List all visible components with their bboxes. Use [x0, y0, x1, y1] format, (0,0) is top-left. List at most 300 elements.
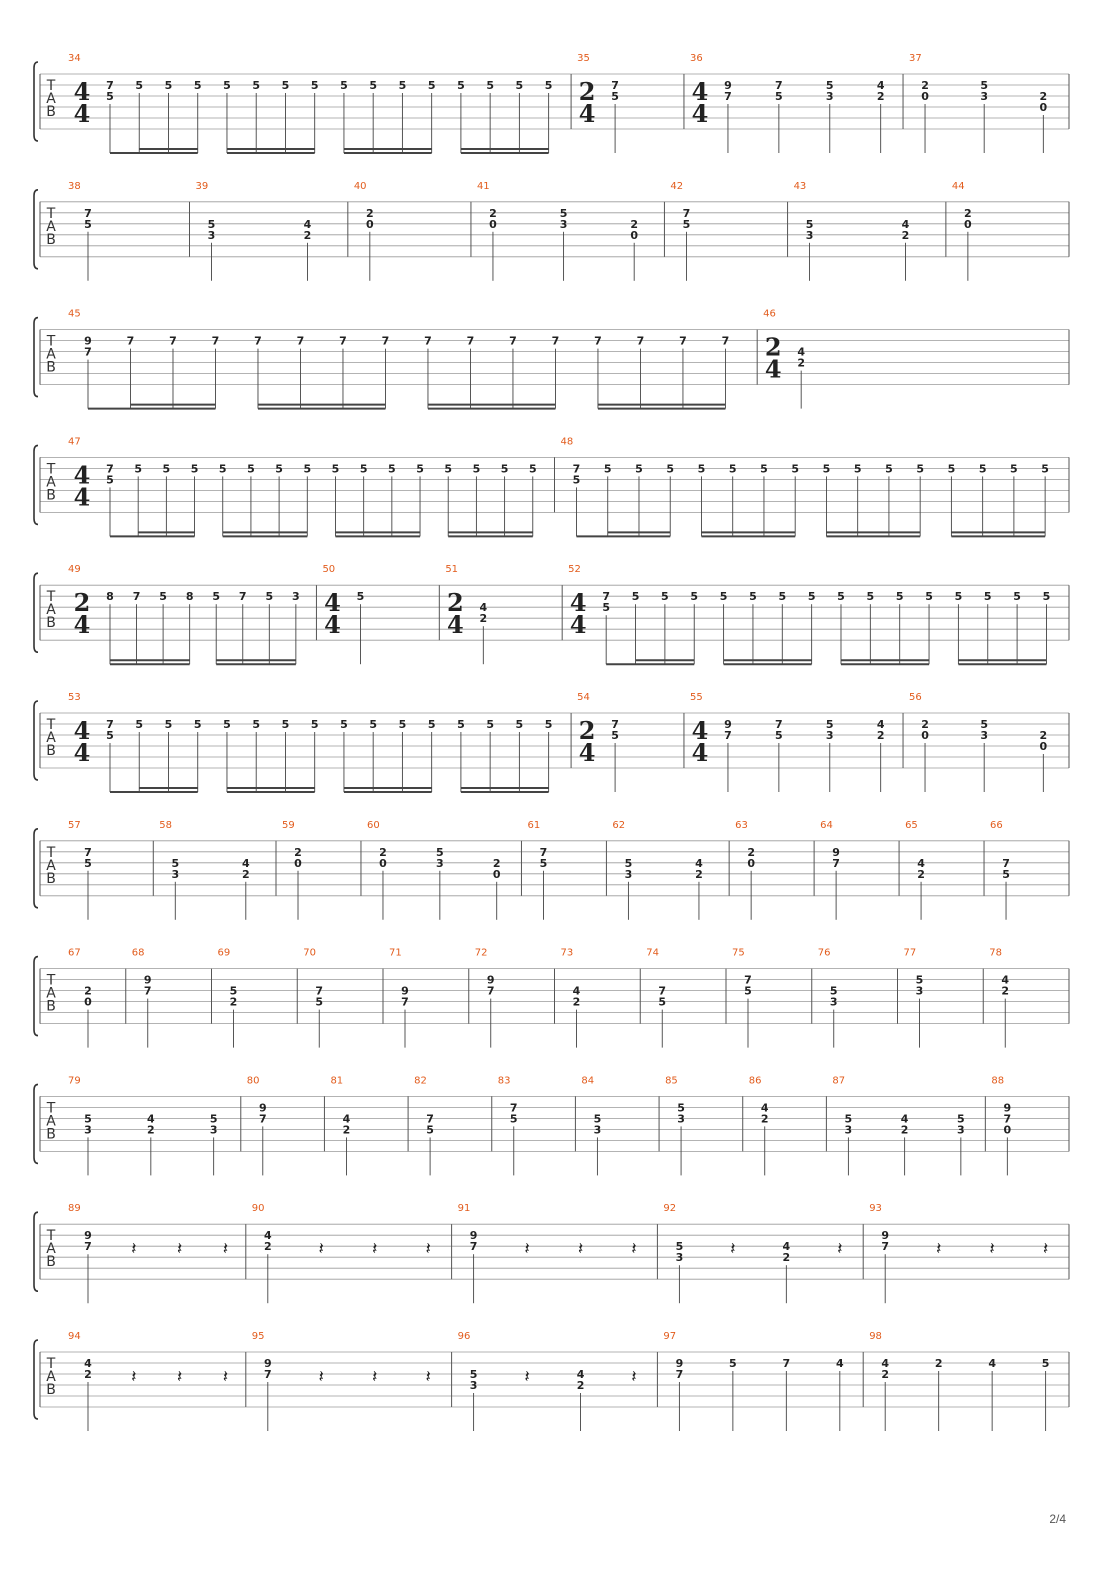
fret-number: 5 [388, 462, 396, 476]
quarter-rest: 𝄽 [524, 1367, 530, 1387]
fret-number: 7 [679, 334, 687, 348]
measure-number: 73 [560, 947, 574, 959]
quarter-rest: 𝄽 [425, 1239, 431, 1260]
fret-number: 5 [223, 718, 231, 731]
system-bracket [34, 1340, 38, 1419]
system-bracket [34, 445, 38, 524]
fret-number: 5 [515, 718, 524, 731]
quarter-rest: 𝄽 [372, 1367, 378, 1387]
fret-number: 0 [492, 867, 501, 881]
fret-number: 5 [697, 462, 706, 476]
fret-number: 5 [778, 590, 787, 604]
fret-number: 5 [212, 590, 221, 604]
fret-number: 5 [444, 462, 453, 476]
fret-number: 5 [805, 217, 814, 231]
time-signature-denominator: 4 [578, 99, 596, 128]
fret-number: 7 [84, 345, 92, 359]
measure-number: 54 [577, 692, 590, 703]
measure-number: 52 [568, 564, 581, 576]
fret-number: 5 [356, 590, 365, 604]
fret-number: 5 [775, 90, 783, 103]
measure-number: 62 [612, 819, 626, 831]
fret-number: 7 [881, 1240, 890, 1254]
fret-number: 2 [342, 1123, 351, 1137]
fret-number: 9 [401, 984, 409, 998]
fret-number: 5 [658, 995, 667, 1009]
fret-number: 5 [829, 984, 838, 998]
fret-number: 5 [218, 462, 227, 476]
tab-clef-letter: B [46, 870, 56, 887]
fret-number: 5 [947, 462, 956, 476]
fret-number: 5 [602, 601, 611, 615]
fret-number: 3 [436, 856, 444, 870]
fret-number: 5 [749, 590, 757, 604]
fret-number: 2 [263, 1240, 272, 1254]
fret-number: 3 [980, 729, 989, 742]
tab-clef-letter: B [46, 1126, 56, 1143]
fret-number: 7 [132, 590, 141, 604]
fret-number: 5 [728, 462, 737, 476]
tab-clef-letter: A [46, 91, 56, 107]
fret-number: 5 [677, 1101, 685, 1115]
fret-number: 2 [747, 845, 755, 859]
fret-number: 5 [457, 79, 465, 92]
fret-number: 3 [957, 1123, 965, 1137]
fret-number: 5 [978, 462, 987, 476]
fret-number: 4 [782, 1240, 791, 1254]
quarter-rest: 𝄽 [1043, 1239, 1049, 1260]
fret-number: 2 [84, 1368, 92, 1381]
measure-number: 39 [195, 180, 209, 192]
fret-number: 5 [134, 462, 143, 476]
fret-number: 5 [853, 462, 862, 476]
measure-number: 77 [903, 947, 917, 959]
fret-number: 3 [84, 1123, 92, 1137]
measure-number: 74 [646, 947, 659, 959]
measure-number: 71 [389, 947, 402, 959]
fret-number: 0 [365, 217, 374, 231]
fret-number: 0 [1003, 1123, 1012, 1137]
fret-number: 2 [797, 356, 806, 370]
fret-number: 5 [369, 718, 378, 731]
measure-number: 85 [665, 1075, 678, 1087]
system-bracket [34, 829, 38, 908]
tab-clef-letter: A [46, 730, 56, 746]
fret-number: 4 [876, 79, 885, 92]
tab-clef-letter: T [46, 972, 56, 989]
fret-number: 5 [539, 856, 548, 870]
fret-number: 9 [258, 1101, 267, 1115]
measure-number: 87 [832, 1075, 846, 1087]
measure-number: 68 [131, 947, 145, 959]
measure-number: 65 [905, 819, 918, 831]
fret-number: 3 [171, 867, 180, 881]
fret-number: 5 [457, 718, 465, 731]
fret-number: 5 [675, 1240, 684, 1254]
fret-number: 7 [466, 334, 475, 348]
fret-number: 5 [209, 1112, 218, 1126]
time-signature-denominator: 4 [691, 738, 709, 767]
fret-number: 2 [576, 1379, 585, 1392]
quarter-rest: 𝄽 [177, 1367, 183, 1387]
measure-number: 90 [251, 1203, 265, 1215]
quarter-rest: 𝄽 [524, 1239, 530, 1260]
fret-number: 5 [84, 856, 92, 870]
fret-number: 5 [427, 79, 436, 92]
fret-number: 7 [84, 206, 92, 220]
measure-number: 55 [689, 692, 703, 703]
tab-clef-letter: A [46, 218, 56, 235]
measure-number: 70 [303, 947, 316, 959]
fret-number: 7 [1003, 1112, 1012, 1126]
page-number: 2/4 [1049, 1512, 1066, 1526]
tab-clef-letter: B [46, 359, 56, 376]
measure-number: 44 [951, 180, 965, 192]
fret-number: 3 [209, 1123, 218, 1137]
fret-number: 5 [957, 1112, 965, 1126]
fret-number: 5 [281, 718, 290, 731]
tab-clef-letter: B [46, 104, 56, 120]
fret-number: 0 [921, 90, 929, 103]
measure-number: 91 [457, 1203, 471, 1215]
fret-number: 3 [292, 590, 300, 604]
fret-number: 7 [84, 1240, 92, 1254]
fret-number: 3 [825, 90, 834, 103]
quarter-rest: 𝄽 [730, 1239, 736, 1260]
measure-number: 72 [474, 947, 488, 959]
fret-number: 5 [193, 79, 202, 92]
fret-number: 2 [84, 984, 92, 998]
fret-number: 5 [572, 473, 581, 487]
time-signature-denominator: 4 [578, 738, 596, 767]
fret-number: 5 [915, 973, 924, 987]
fret-number: 5 [980, 79, 989, 92]
fret-number: 4 [146, 1112, 155, 1126]
time-signature-denominator: 4 [73, 738, 91, 767]
fret-number: 5 [84, 1112, 92, 1126]
fret-number: 7 [572, 462, 581, 476]
fret-number: 5 [416, 462, 424, 476]
time-signature-denominator: 4 [73, 482, 91, 512]
measure-number: 96 [457, 1331, 471, 1342]
fret-number: 5 [866, 590, 875, 604]
fret-number: 9 [832, 845, 840, 859]
measure-number: 51 [445, 564, 459, 576]
fret-number: 7 [339, 334, 347, 348]
fret-number: 5 [635, 462, 643, 476]
tab-clef-letter: T [46, 461, 56, 478]
fret-number: 7 [509, 1101, 518, 1115]
tab-clef-letter: T [46, 589, 56, 606]
measure-number: 79 [68, 1075, 81, 1087]
quarter-rest: 𝄽 [222, 1367, 229, 1387]
measure-number: 75 [732, 947, 745, 959]
fret-number: 7 [106, 718, 114, 731]
time-signature-numerator: 4 [73, 716, 91, 745]
measure-number: 53 [68, 692, 81, 703]
fret-number: 7 [426, 1112, 434, 1126]
fret-number: 2 [630, 217, 639, 231]
fret-number: 0 [294, 856, 302, 870]
measure-number: 92 [663, 1203, 677, 1215]
quarter-rest: 𝄽 [989, 1239, 995, 1260]
time-signature-denominator: 4 [691, 99, 709, 128]
fret-number: 7 [724, 90, 732, 103]
measure-number: 40 [353, 180, 367, 192]
fret-number: 9 [469, 1229, 478, 1243]
measure-number: 97 [663, 1331, 677, 1342]
fret-number: 5 [340, 79, 348, 92]
measure-number: 95 [251, 1331, 265, 1342]
fret-number: 5 [954, 590, 963, 604]
fret-number: 5 [275, 462, 283, 476]
fret-number: 2 [229, 995, 238, 1009]
fret-number: 5 [885, 462, 893, 476]
fret-number: 4 [695, 856, 703, 870]
measure-number: 49 [68, 564, 81, 576]
time-signature-numerator: 2 [578, 716, 596, 745]
fret-number: 5 [265, 590, 274, 604]
fret-number: 0 [747, 856, 755, 870]
fret-number: 5 [331, 462, 340, 476]
fret-number: 3 [825, 729, 834, 742]
tab-clef-letter: T [46, 333, 56, 350]
fret-number: 2 [572, 995, 581, 1009]
fret-number: 7 [611, 79, 619, 92]
fret-number: 7 [636, 334, 645, 348]
fret-number: 9 [263, 1357, 272, 1370]
measure-number: 36 [689, 53, 703, 64]
fret-number: 7 [169, 334, 177, 348]
system-bracket [34, 318, 38, 397]
fret-number: 5 [729, 1357, 737, 1370]
tab-clef-letter: B [46, 1382, 56, 1398]
fret-number: 2 [146, 1123, 155, 1137]
fret-number: 7 [551, 334, 560, 348]
fret-number: 2 [760, 1112, 769, 1126]
tab-clef-letter: T [46, 78, 56, 94]
system-bracket [34, 573, 38, 652]
tab-clef-letter: A [46, 474, 56, 491]
quarter-rest: 𝄽 [177, 1239, 183, 1260]
fret-number: 9 [486, 973, 495, 987]
fret-number: 7 [602, 590, 611, 604]
fret-number: 7 [469, 1240, 478, 1254]
fret-number: 7 [126, 334, 135, 348]
fret-number: 4 [760, 1101, 769, 1115]
fret-number: 7 [782, 1357, 791, 1370]
tab-clef-letter: A [46, 1241, 56, 1258]
fret-number: 2 [964, 206, 972, 220]
fret-number: 7 [401, 995, 409, 1009]
fret-number: 5 [340, 718, 348, 731]
fret-number: 5 [486, 79, 494, 92]
time-signature-numerator: 4 [569, 588, 587, 618]
fret-number: 3 [829, 995, 838, 1009]
fret-number: 0 [1039, 101, 1048, 114]
time-signature-numerator: 2 [73, 588, 91, 618]
measure-number: 38 [68, 180, 81, 192]
measure-number: 45 [68, 308, 81, 320]
tab-clef-letter: A [46, 1369, 56, 1385]
fret-number: 5 [500, 462, 509, 476]
fret-number: 4 [797, 345, 806, 359]
fret-number: 4 [241, 856, 250, 870]
fret-number: 5 [916, 462, 924, 476]
fret-number: 7 [211, 334, 220, 348]
time-signature-numerator: 4 [691, 77, 709, 106]
fret-number: 4 [900, 1112, 909, 1126]
fret-number: 5 [159, 590, 167, 604]
fret-number: 5 [719, 590, 728, 604]
measure-number: 48 [560, 436, 574, 448]
fret-number: 9 [724, 718, 732, 731]
fret-number: 2 [1039, 90, 1048, 103]
fret-number: 5 [509, 1112, 518, 1126]
fret-number: 5 [603, 462, 612, 476]
fret-number: 2 [695, 867, 703, 881]
fret-number: 3 [915, 984, 924, 998]
fret-number: 7 [424, 334, 432, 348]
fret-number: 5 [1041, 462, 1049, 476]
fret-number: 2 [934, 1357, 943, 1370]
fret-number: 5 [135, 718, 144, 731]
fret-number: 5 [515, 79, 524, 92]
fret-number: 2 [489, 206, 497, 220]
fret-number: 5 [1002, 867, 1010, 881]
measure-number: 35 [577, 53, 590, 64]
fret-number: 3 [677, 1112, 685, 1126]
measure-number: 43 [793, 180, 807, 192]
fret-number: 4 [917, 856, 925, 870]
fret-number: 5 [1041, 1357, 1050, 1370]
fret-number: 5 [825, 79, 834, 92]
tab-clef-letter: A [46, 602, 56, 619]
measure-number: 64 [820, 819, 833, 831]
fret-number: 2 [294, 845, 302, 859]
fret-number: 3 [207, 228, 216, 242]
measure-number: 61 [527, 819, 541, 831]
fret-number: 5 [247, 462, 255, 476]
tab-clef-letter: T [46, 717, 56, 733]
fret-number: 5 [303, 462, 312, 476]
fret-number: 5 [682, 217, 691, 231]
fret-number: 7 [539, 845, 548, 859]
fret-number: 5 [528, 462, 537, 476]
measure-number: 94 [68, 1331, 81, 1342]
system-bracket [34, 1212, 38, 1291]
fret-number: 2 [921, 718, 929, 731]
fret-number: 2 [876, 729, 885, 742]
fret-number: 7 [682, 206, 691, 220]
quarter-rest: 𝄽 [936, 1239, 942, 1260]
fret-number: 3 [593, 1123, 602, 1137]
fret-number: 2 [782, 1251, 791, 1265]
time-signature-denominator: 4 [569, 610, 587, 640]
fret-number: 3 [805, 228, 814, 242]
time-signature-denominator: 4 [764, 354, 782, 384]
fret-number: 9 [84, 334, 92, 348]
system-bracket [34, 62, 38, 141]
fret-number: 5 [895, 590, 904, 604]
fret-number: 5 [593, 1112, 602, 1126]
measure-number: 46 [763, 308, 776, 320]
quarter-rest: 𝄽 [131, 1367, 137, 1387]
fret-number: 2 [881, 1368, 890, 1381]
fret-number: 7 [1002, 856, 1010, 870]
fret-number: 0 [1039, 740, 1048, 753]
fret-number: 5 [164, 718, 173, 731]
fret-number: 5 [207, 217, 216, 231]
fret-number: 5 [472, 462, 481, 476]
fret-number: 7 [296, 334, 305, 348]
measure-number: 37 [909, 53, 922, 64]
fret-number: 5 [559, 206, 568, 220]
fret-number: 5 [84, 217, 92, 231]
fret-number: 2 [876, 90, 885, 103]
fret-number: 5 [223, 79, 231, 92]
fret-number: 0 [84, 995, 92, 1009]
fret-number: 5 [611, 729, 619, 742]
fret-number: 5 [544, 79, 553, 92]
measure-number: 63 [735, 819, 748, 831]
fret-number: 4 [479, 601, 488, 615]
fret-number: 5 [983, 590, 992, 604]
fret-number: 5 [661, 590, 669, 604]
fret-number: 5 [844, 1112, 853, 1126]
measure-number: 98 [869, 1331, 882, 1342]
fret-number: 5 [171, 856, 180, 870]
fret-number: 7 [658, 984, 667, 998]
fret-number: 2 [900, 1123, 909, 1137]
time-signature-numerator: 2 [764, 332, 782, 362]
fret-number: 5 [1013, 590, 1021, 604]
quarter-rest: 𝄽 [631, 1239, 637, 1260]
fret-number: 7 [724, 729, 732, 742]
fret-number: 7 [254, 334, 262, 348]
fret-number: 7 [106, 462, 114, 476]
fret-number: 5 [252, 79, 261, 92]
fret-number: 5 [359, 462, 368, 476]
measure-number: 93 [869, 1203, 882, 1215]
measure-number: 42 [670, 180, 684, 192]
measure-number: 58 [159, 819, 173, 831]
fret-number: 5 [925, 590, 933, 604]
system-bracket [34, 190, 38, 269]
fret-number: 7 [381, 334, 390, 348]
fret-number: 5 [837, 590, 845, 604]
fret-number: 5 [611, 90, 619, 103]
fret-number: 5 [190, 462, 199, 476]
fret-number: 5 [469, 1368, 478, 1381]
fret-number: 5 [310, 718, 319, 731]
fret-number: 2 [901, 228, 910, 242]
system-bracket [34, 957, 38, 1036]
fret-number: 5 [427, 718, 436, 731]
measure-number: 34 [68, 53, 81, 64]
fret-number: 3 [559, 217, 568, 231]
fret-number: 3 [624, 867, 633, 881]
fret-number: 4 [1001, 973, 1010, 987]
fret-number: 5 [162, 462, 171, 476]
fret-number: 2 [479, 612, 488, 626]
fret-number: 2 [492, 856, 501, 870]
time-signature-numerator: 2 [578, 77, 596, 106]
fret-number: 7 [258, 1112, 267, 1126]
fret-number: 5 [690, 590, 699, 604]
fret-number: 9 [1003, 1101, 1012, 1115]
fret-number: 7 [84, 845, 92, 859]
